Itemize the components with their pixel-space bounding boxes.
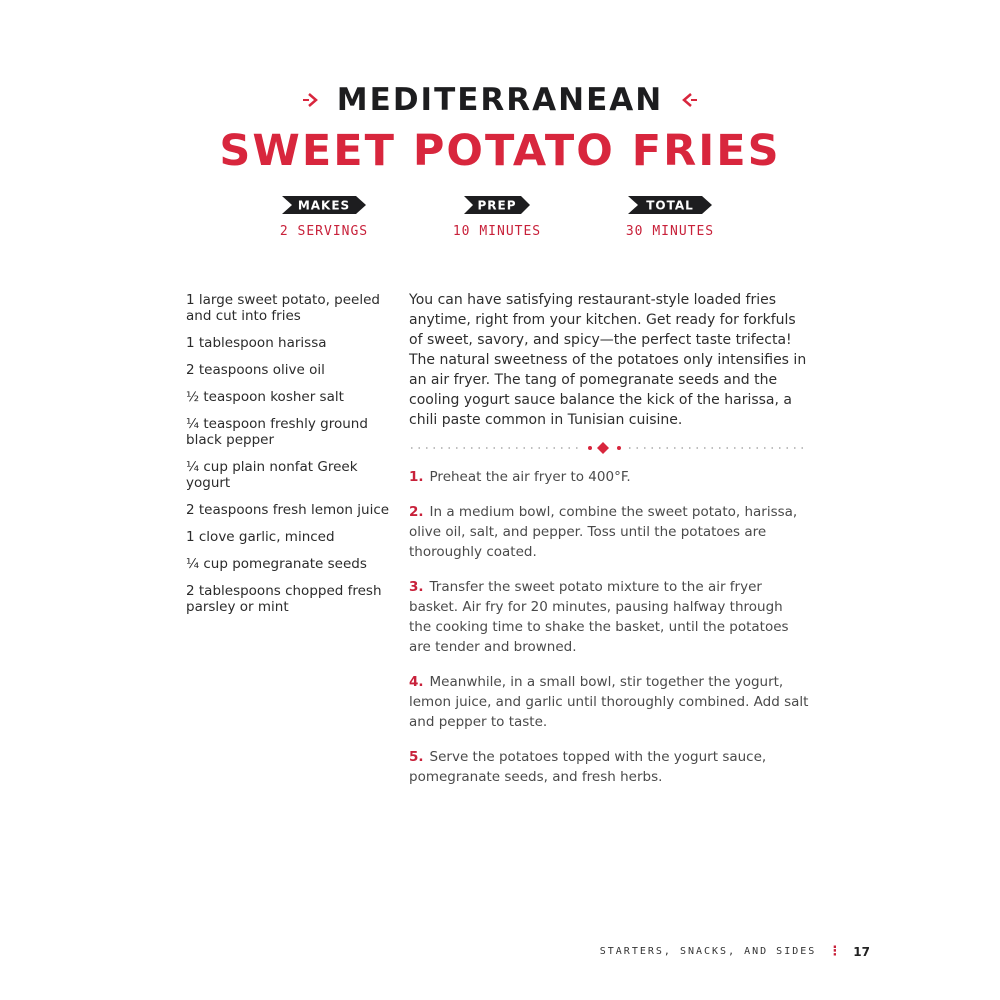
ingredient-item: 2 teaspoons fresh lemon juice	[186, 502, 390, 518]
ingredient-item: ¼ cup plain nonfat Greek yogurt	[186, 459, 358, 491]
ingredient-item: 1 large sweet potato, peeled and cut into fries	[186, 292, 380, 324]
ingredient-item: ¼ teaspoon freshly ground black pepper	[186, 416, 368, 448]
dotted-divider	[409, 440, 809, 456]
page-footer	[600, 944, 870, 959]
chevron-right-icon	[301, 91, 323, 109]
footer-separator: ⋮	[828, 944, 842, 959]
step-number: 2.	[409, 504, 424, 520]
meta-total	[580, 192, 760, 239]
instruction-list	[409, 467, 809, 802]
step-number: 1.	[409, 469, 424, 485]
ribbon-banner-icon	[282, 192, 366, 218]
recipe-subtitle: MEDITERRANEAN	[336, 82, 664, 118]
ingredient-item: 1 clove garlic, minced	[186, 529, 335, 545]
ribbon-banner-icon	[628, 192, 712, 218]
meta-label: PREP	[477, 198, 517, 213]
chevron-left-icon	[677, 91, 699, 109]
meta-prep	[407, 192, 587, 239]
recipe-title: SWEET POTATO FRIES	[219, 126, 781, 176]
step-text: Preheat the air fryer to 400°F.	[429, 469, 631, 485]
step-number: 5.	[409, 749, 424, 765]
subtitle-row	[0, 82, 1000, 118]
step-text: Meanwhile, in a small bowl, stir together the yogurt, lemon juice, and garlic until thoroughly combined. Add salt and pepper to taste.	[409, 674, 809, 730]
instruction-step	[409, 747, 809, 787]
step-text: Transfer the sweet potato mixture to the air fryer basket. Air fry for 20 minutes, pausing halfway through the cooking time to shake the basket, until the potatoes are tender and browned.	[409, 579, 789, 655]
ingredient-item: 1 tablespoon harissa	[186, 335, 327, 351]
step-number: 4.	[409, 674, 424, 690]
ingredient-item: ¼ cup pomegranate seeds	[186, 556, 367, 572]
meta-label: MAKES	[297, 198, 351, 213]
ingredient-item: 2 teaspoons olive oil	[186, 362, 325, 378]
meta-value: 10 MINUTES	[452, 224, 542, 239]
instruction-step	[409, 577, 809, 657]
instruction-step	[409, 502, 809, 562]
ingredient-item: 2 tablespoons chopped fresh parsley or mint	[186, 583, 382, 615]
ingredient-item: ½ teaspoon kosher salt	[186, 389, 344, 405]
page-number: 17	[853, 944, 870, 959]
footer-section-title: STARTERS, SNACKS, AND SIDES	[599, 946, 817, 957]
step-text: In a medium bowl, combine the sweet potato, harissa, olive oil, salt, and pepper. Toss until the potatoes are thoroughly coated.	[409, 504, 798, 560]
step-text: Serve the potatoes topped with the yogurt sauce, pomegranate seeds, and fresh herbs.	[409, 749, 767, 785]
ingredient-list	[186, 292, 396, 626]
instruction-step	[409, 467, 809, 487]
step-number: 3.	[409, 579, 424, 595]
meta-value: 2 SERVINGS	[279, 224, 369, 239]
instruction-step	[409, 672, 809, 732]
recipe-intro: You can have satisfying restaurant-style loaded fries anytime, right from your kitchen. Get ready for forkfuls of sweet, savory, and spicy—the perfect taste trifecta! The natural sweetness of the potatoes only intensifies in an air fryer. The tang of pomegranate seeds and the cooling yogurt sauce balance the kick of the harissa, a chili paste common in Tunisian cuisine.	[409, 292, 807, 428]
ribbon-banner-icon	[464, 192, 530, 218]
meta-label: TOTAL	[646, 198, 694, 213]
meta-makes	[234, 192, 414, 239]
meta-value: 30 MINUTES	[625, 224, 715, 239]
